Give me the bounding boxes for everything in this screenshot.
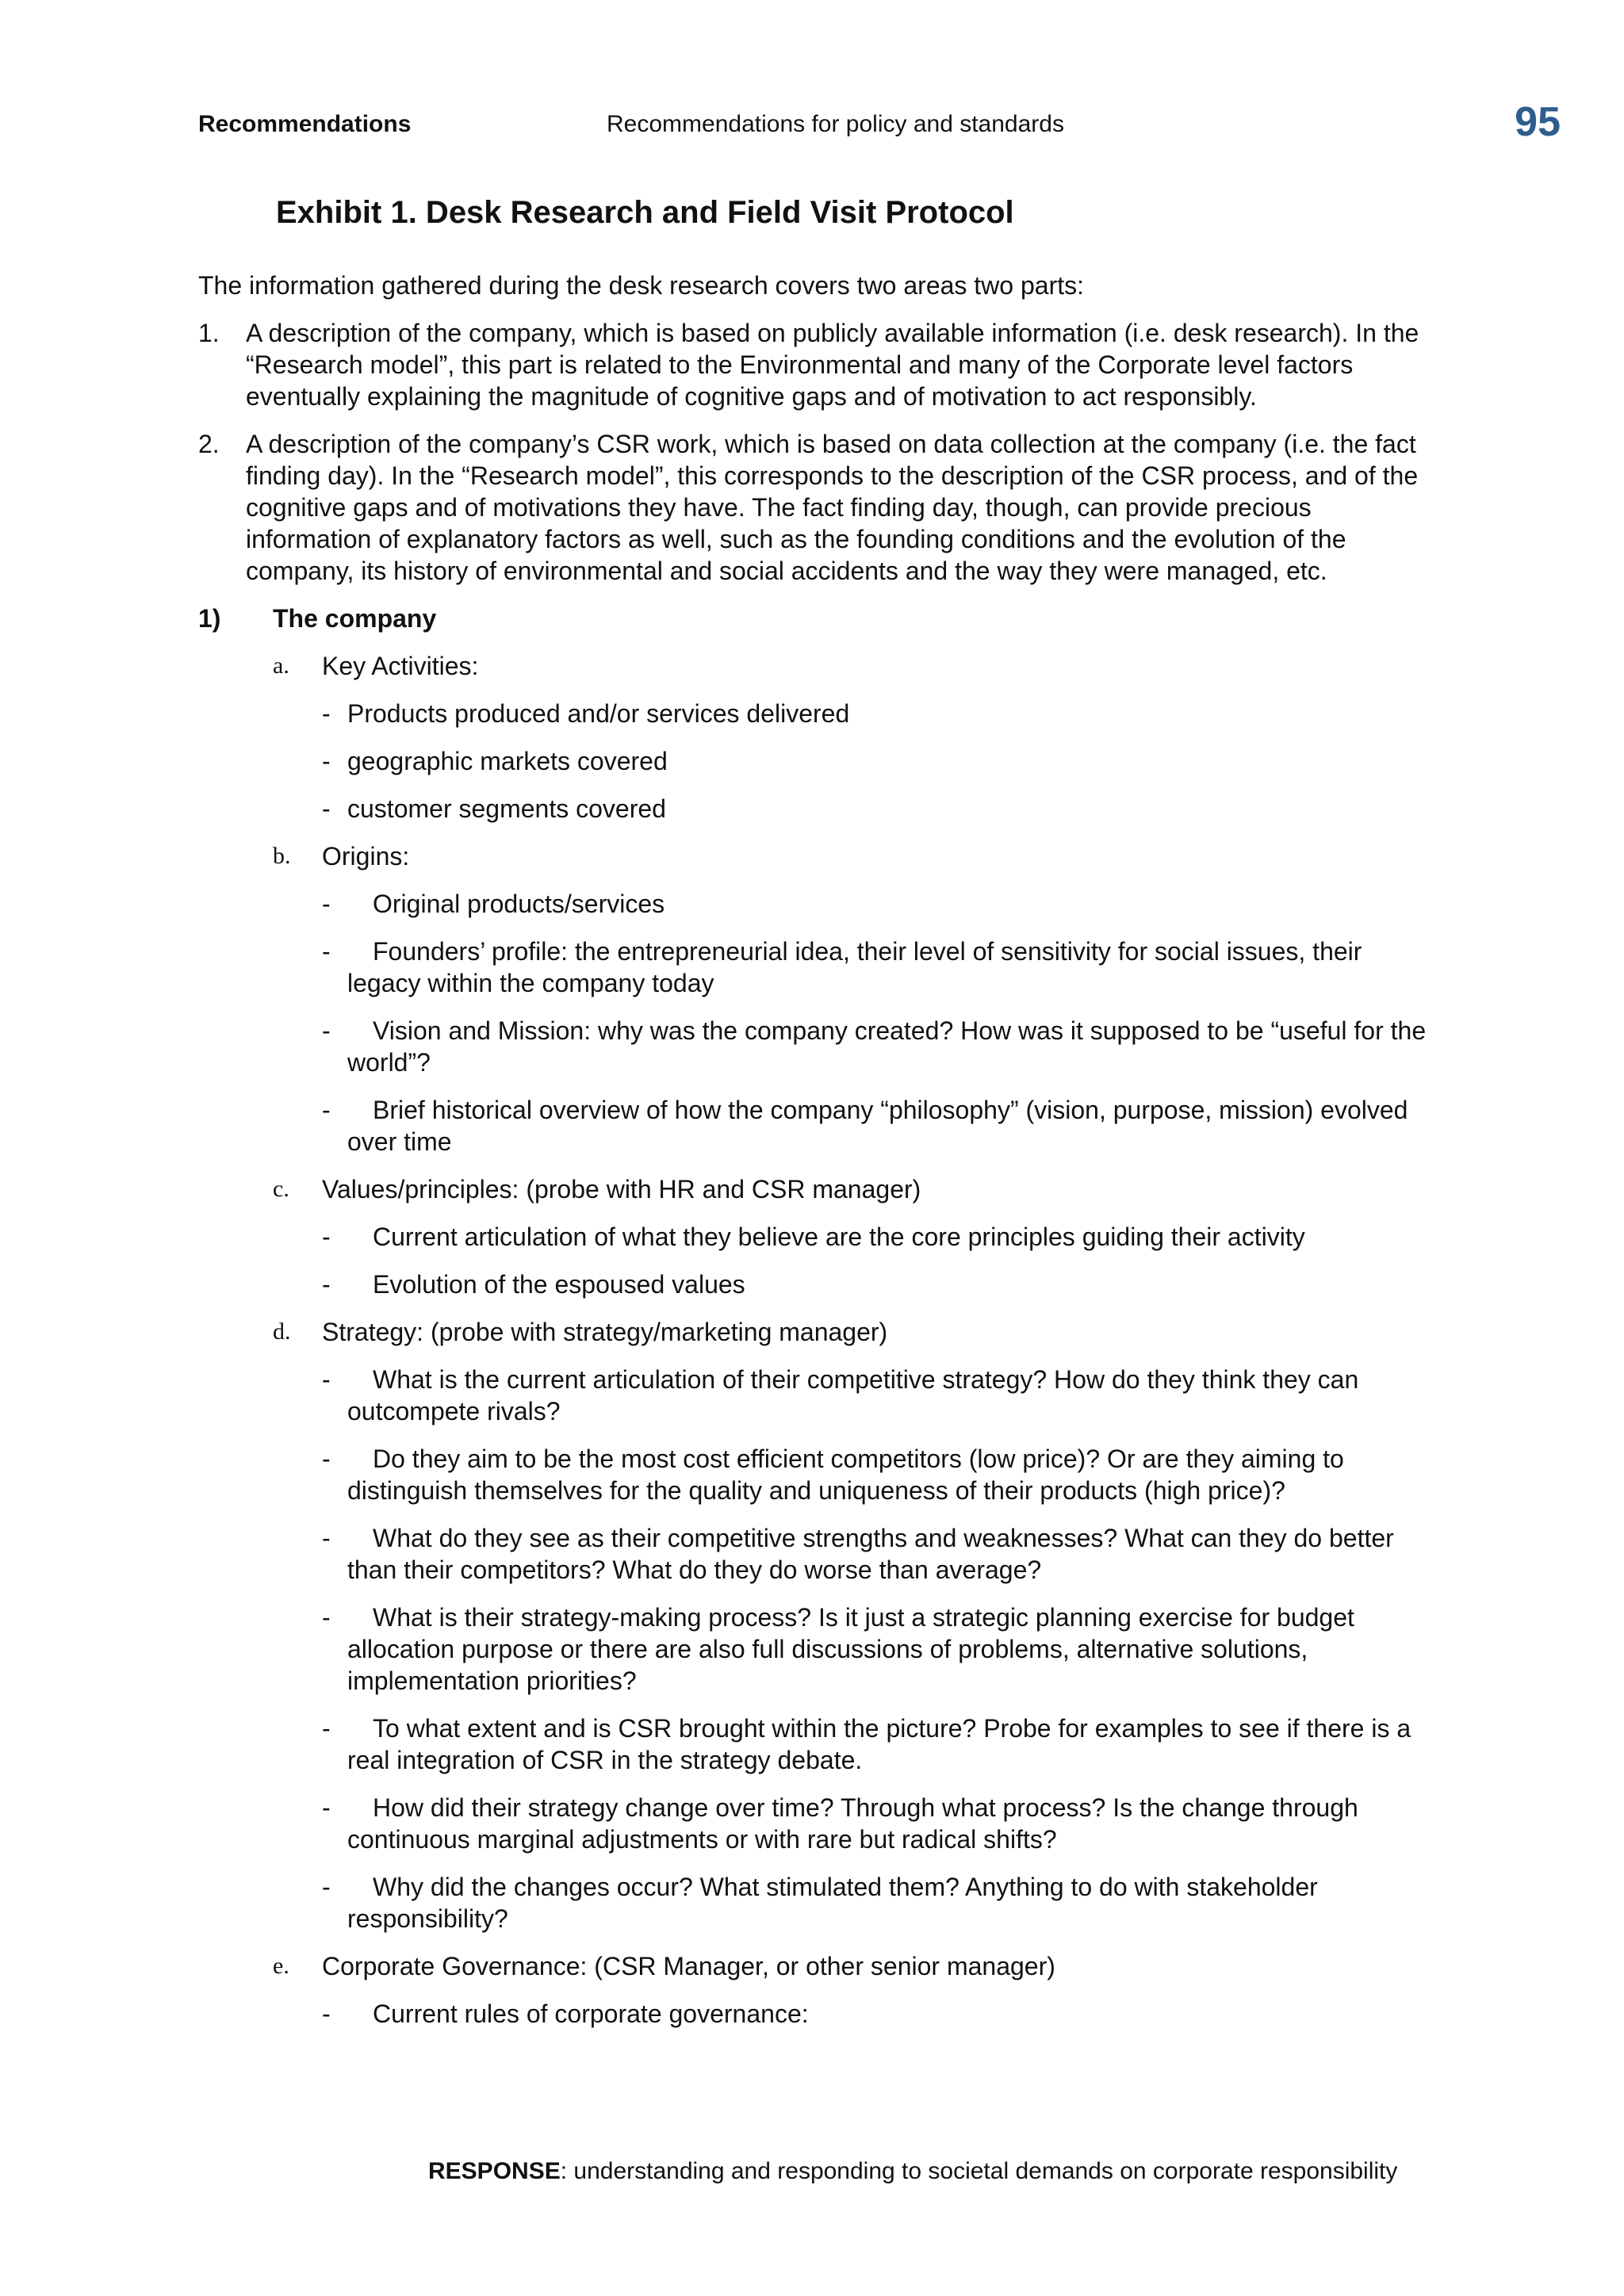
dash-marker: - — [322, 699, 331, 728]
item-number: 1. — [198, 319, 220, 347]
bullet-item — [322, 1269, 1435, 1300]
dash-marker: - — [322, 937, 331, 966]
subsection-governance — [273, 1950, 1435, 1982]
dash-marker: - — [322, 1445, 331, 1473]
subsection-letter: d. — [273, 1318, 291, 1345]
dash-marker: - — [322, 890, 331, 918]
bullet-item — [322, 888, 1435, 920]
bullet-item — [322, 1522, 1435, 1586]
bullet-item — [322, 1443, 1435, 1506]
subsection-label: Key Activities: — [322, 652, 479, 680]
numbered-item — [198, 317, 1435, 412]
subsection-label: Corporate Governance: (CSR Manager, or other senior manager) — [322, 1952, 1055, 1980]
subsection-letter: e. — [273, 1953, 289, 1979]
subsection-label: Origins: — [322, 842, 410, 871]
bullet-item — [322, 1094, 1435, 1158]
bullet-item — [322, 936, 1435, 999]
bullet-item — [322, 1871, 1435, 1934]
footer-text: : understanding and responding to societal demands on corporate responsibility — [560, 2158, 1398, 2184]
subsection-letter: c. — [273, 1176, 289, 1202]
bullet-text: Vision and Mission: why was the company created? How was it supposed to be “useful for the world”? — [347, 1016, 1427, 1077]
dash-marker: - — [322, 1714, 331, 1743]
dash-marker: - — [322, 1096, 331, 1124]
item-number: 2. — [198, 430, 220, 458]
intro-paragraph: The information gathered during the desk research covers two areas two parts: — [198, 271, 1085, 300]
document-body — [198, 270, 1435, 2045]
dash-marker: - — [322, 1999, 331, 2028]
dash-marker: - — [322, 1524, 331, 1552]
bullet-text: Evolution of the espoused values — [373, 1270, 745, 1299]
bullet-item — [322, 1221, 1435, 1253]
bullet-item — [322, 793, 1435, 825]
numbered-item — [198, 428, 1435, 587]
subsection-label: Values/principles: (probe with HR and CSR manager) — [322, 1175, 921, 1203]
bullet-text: customer segments covered — [347, 794, 666, 823]
subsection-label: Strategy: (probe with strategy/marketing manager) — [322, 1318, 888, 1346]
exhibit-title: Exhibit 1. Desk Research and Field Visit Protocol — [276, 195, 1014, 230]
bullet-item — [322, 1998, 1435, 2030]
bullet-text: Current rules of corporate governance: — [373, 1999, 809, 2028]
bullet-text: How did their strategy change over time? Through what process? Is the change through continuous marginal adjustments or with rare but radical shifts? — [347, 1793, 1358, 1854]
dash-marker: - — [322, 1873, 331, 1901]
dash-marker: - — [322, 1016, 331, 1045]
dash-marker: - — [322, 1223, 331, 1251]
item-text: A description of the company’s CSR work, which is based on data collection at the company (i.e. the fact finding day). In the “Research model”, this corresponds to the description of the CSR process, and of the cognitive gaps and of motivations they have. The fact finding day, though, can provide precious information of explanatory factors as well, such as the founding conditions and the evolution of the company, its history of environmental and social accidents and the way they were managed, etc. — [246, 430, 1419, 585]
running-header-title: Recommendations for policy and standards — [607, 111, 1064, 137]
footer-brand: RESPONSE — [428, 2158, 561, 2184]
bullet-item — [322, 698, 1435, 729]
bullet-item — [322, 1364, 1435, 1427]
bullet-item — [322, 1792, 1435, 1855]
section-heading — [198, 603, 1435, 634]
bullet-text: Current articulation of what they believe are the core principles guiding their activity — [373, 1223, 1305, 1251]
dash-marker: - — [322, 794, 331, 823]
bullet-text: Founders’ profile: the entrepreneurial idea, their level of sensitivity for social issues, their legacy within the company today — [347, 937, 1362, 997]
bullet-text: What is the current articulation of their competitive strategy? How do they think they can outcompete rivals? — [347, 1365, 1359, 1425]
bullet-text: To what extent and is CSR brought within the picture? Probe for examples to see if there is a real integration of CSR in the strategy debate. — [347, 1714, 1411, 1774]
item-text: A description of the company, which is based on publicly available information (i.e. desk research). In the “Research model”, this part is related to the Environmental and many of the Corporate level factors eventually explaining the magnitude of cognitive gaps and of motivation to act responsibly. — [246, 319, 1419, 411]
bullet-item — [322, 1601, 1435, 1697]
bullet-text: Brief historical overview of how the company “philosophy” (vision, purpose, mission) evolved over time — [347, 1096, 1408, 1156]
bullet-text: What do they see as their competitive strengths and weaknesses? What can they do better than their competitors? What do they do worse than average? — [347, 1524, 1394, 1584]
bullet-text: Original products/services — [373, 890, 665, 918]
subsection-letter: b. — [273, 843, 291, 869]
subsection-strategy — [273, 1316, 1435, 1348]
bullet-item — [322, 1015, 1435, 1078]
section-label: The company — [273, 604, 437, 633]
bullet-item — [322, 745, 1435, 777]
dash-marker: - — [322, 747, 331, 775]
dash-marker: - — [322, 1793, 331, 1822]
dash-marker: - — [322, 1365, 331, 1394]
section-number: 1) — [198, 604, 221, 633]
bullet-text: Why did the changes occur? What stimulated them? Anything to do with stakeholder responsibility? — [347, 1873, 1318, 1933]
bullet-text: What is their strategy-making process? Is it just a strategic planning exercise for budget allocation purpose or there are also full discussions of problems, alternative solutions, implementation priorities? — [347, 1603, 1354, 1695]
bullet-text: geographic markets covered — [347, 747, 668, 775]
running-footer — [428, 2158, 1397, 2185]
page-number: 95 — [1515, 99, 1561, 145]
bullet-text: Do they aim to be the most cost efficient competitors (low price)? Or are they aiming to distinguish themselves for the quality and uniqueness of their products (high price)? — [347, 1445, 1344, 1505]
dash-marker: - — [322, 1603, 331, 1632]
subsection-values — [273, 1173, 1435, 1205]
subsection-letter: a. — [273, 652, 289, 679]
dash-marker: - — [322, 1270, 331, 1299]
subsection-origins — [273, 840, 1435, 872]
running-header-section: Recommendations — [198, 111, 412, 137]
bullet-item — [322, 1712, 1435, 1776]
subsection-key-activities — [273, 650, 1435, 682]
bullet-text: Products produced and/or services delivered — [347, 699, 850, 728]
